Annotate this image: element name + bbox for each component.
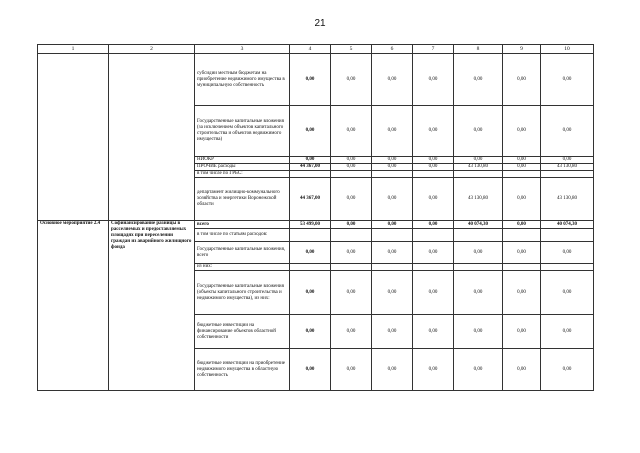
- cell-value: 0,00: [413, 164, 454, 171]
- cell-value: 0,00: [372, 221, 413, 229]
- empty-cell: [372, 171, 413, 178]
- cell-value: 0,00: [503, 178, 541, 221]
- empty-cell: [290, 229, 331, 242]
- cell-value: 0,00: [331, 106, 372, 157]
- column-number: 6: [372, 45, 413, 54]
- cell-value: 0,00: [503, 242, 541, 264]
- empty-cell: [290, 264, 331, 271]
- cell-value: 0,00: [503, 221, 541, 229]
- cell-value: 0,00: [413, 54, 454, 106]
- cell-value: 0,00: [413, 349, 454, 391]
- cell-value: 0,00: [541, 349, 594, 391]
- empty-cell: [503, 171, 541, 178]
- empty-cell: [454, 171, 503, 178]
- row-label: в том числе по статьям расходов:: [195, 229, 290, 242]
- cell-value: 0,00: [454, 349, 503, 391]
- column-number: 3: [195, 45, 290, 54]
- row-label: Государственные капитальные вложения (объекты капитального строительства и недвижимого имущества), из них:: [195, 271, 290, 315]
- cell-value: 0,00: [331, 178, 372, 221]
- empty-cell: [503, 264, 541, 271]
- cell-value: 0,00: [503, 271, 541, 315]
- cell-value: 0,00: [372, 242, 413, 264]
- cell-value: 0,00: [541, 271, 594, 315]
- empty-cell: [413, 229, 454, 242]
- cell-value: 0,00: [331, 54, 372, 106]
- row-label: субсидии местным бюджетам на приобретение недвижимого имущества в муниципальную собственность: [195, 54, 290, 106]
- cell-value: 0,00: [454, 157, 503, 164]
- cell-value: 0,00: [372, 54, 413, 106]
- cell-value: 0,00: [541, 157, 594, 164]
- empty-cell: [541, 229, 594, 242]
- empty-cell: [109, 54, 195, 221]
- cell-value: 0,00: [372, 106, 413, 157]
- column-number-row: [38, 45, 594, 54]
- empty-cell: [331, 264, 372, 271]
- row-label: всего: [195, 221, 290, 229]
- cell-value: 0,00: [290, 349, 331, 391]
- cell-value: 0,00: [413, 178, 454, 221]
- column-number: 1: [38, 45, 109, 54]
- cell-value: 0,00: [503, 157, 541, 164]
- cell-value: 0,00: [372, 164, 413, 171]
- table-row: [38, 221, 594, 229]
- cell-value: 0,00: [372, 349, 413, 391]
- measure-title: Софинансирование разницы в расселяемых и предоставляемых площадях при переселении граждан из аварийного жилищного фонда: [109, 221, 195, 391]
- cell-value: 0,00: [372, 157, 413, 164]
- row-label: ПРОЧИЕ расходы: [195, 164, 290, 171]
- table-row: [38, 54, 594, 106]
- empty-cell: [454, 264, 503, 271]
- cell-value: 0,00: [413, 106, 454, 157]
- cell-value: 0,00: [290, 315, 331, 349]
- empty-cell: [413, 171, 454, 178]
- empty-cell: [38, 54, 109, 221]
- cell-value: 0,00: [541, 242, 594, 264]
- column-number: 9: [503, 45, 541, 54]
- empty-cell: [331, 229, 372, 242]
- empty-cell: [331, 171, 372, 178]
- cell-value: 0,00: [541, 54, 594, 106]
- row-label: Государственные капитальные вложения (за исключением объектов капитального строительства и объектов недвижимого имущества): [195, 106, 290, 157]
- measure-code: Основное мероприятие 2.4: [38, 221, 109, 391]
- cell-value: 0,00: [331, 164, 372, 171]
- cell-value: 0,00: [372, 271, 413, 315]
- cell-value: 0,00: [290, 106, 331, 157]
- row-label: бюджетные инвестиции на приобретение недвижимого имущества в областную собственность: [195, 349, 290, 391]
- row-label: департамент жилищно-коммунального хозяйства и энергетики Воронежской области: [195, 178, 290, 221]
- cell-value: 0,00: [413, 221, 454, 229]
- cell-value: 0,00: [413, 315, 454, 349]
- cell-value: 0,00: [331, 349, 372, 391]
- cell-value: 0,00: [413, 157, 454, 164]
- cell-value: 44 367,00: [290, 178, 331, 221]
- cell-value: 0,00: [503, 54, 541, 106]
- column-number: 4: [290, 45, 331, 54]
- cell-value: 0,00: [541, 106, 594, 157]
- cell-value: 0,00: [503, 315, 541, 349]
- cell-value: 40 074,30: [541, 221, 594, 229]
- cell-value: 0,00: [503, 349, 541, 391]
- cell-value: 0,00: [331, 242, 372, 264]
- empty-cell: [372, 229, 413, 242]
- empty-cell: [372, 264, 413, 271]
- row-label: бюджетные инвестиции на финансирование объектов областной собственности: [195, 315, 290, 349]
- empty-cell: [541, 264, 594, 271]
- cell-value: 43 130,80: [454, 178, 503, 221]
- empty-cell: [541, 171, 594, 178]
- cell-value: 0,00: [454, 106, 503, 157]
- cell-value: 0,00: [541, 315, 594, 349]
- cell-value: 0,00: [372, 315, 413, 349]
- row-label: из них:: [195, 264, 290, 271]
- row-label: Государственные капитальные вложения, всего: [195, 242, 290, 264]
- cell-value: 0,00: [331, 271, 372, 315]
- cell-value: 0,00: [331, 157, 372, 164]
- cell-value: 43 130,80: [541, 164, 594, 171]
- cell-value: 0,00: [290, 271, 331, 315]
- row-label: в том числе по ГРБС:: [195, 171, 290, 178]
- cell-value: 43 130,80: [454, 164, 503, 171]
- row-label: НИОКР: [195, 157, 290, 164]
- column-number: 2: [109, 45, 195, 54]
- cell-value: 40 074,30: [454, 221, 503, 229]
- cell-value: 0,00: [331, 315, 372, 349]
- cell-value: 0,00: [372, 178, 413, 221]
- empty-cell: [290, 171, 331, 178]
- cell-value: 43 130,80: [541, 178, 594, 221]
- empty-cell: [454, 229, 503, 242]
- cell-value: 0,00: [290, 242, 331, 264]
- column-number: 5: [331, 45, 372, 54]
- cell-value: 0,00: [503, 106, 541, 157]
- cell-value: 0,00: [454, 271, 503, 315]
- cell-value: 0,00: [413, 242, 454, 264]
- column-number: 10: [541, 45, 594, 54]
- cell-value: 0,00: [290, 54, 331, 106]
- cell-value: 53 499,00: [290, 221, 331, 229]
- cell-value: 0,00: [454, 315, 503, 349]
- column-number: 7: [413, 45, 454, 54]
- empty-cell: [413, 264, 454, 271]
- cell-value: 0,00: [503, 164, 541, 171]
- empty-cell: [503, 229, 541, 242]
- cell-value: 0,00: [454, 242, 503, 264]
- column-number: 8: [454, 45, 503, 54]
- page-number: 21: [314, 18, 326, 29]
- budget-table: [37, 44, 594, 391]
- cell-value: 0,00: [331, 221, 372, 229]
- cell-value: 0,00: [454, 54, 503, 106]
- cell-value: 0,00: [413, 271, 454, 315]
- cell-value: 44 367,00: [290, 164, 331, 171]
- cell-value: 0,00: [290, 157, 331, 164]
